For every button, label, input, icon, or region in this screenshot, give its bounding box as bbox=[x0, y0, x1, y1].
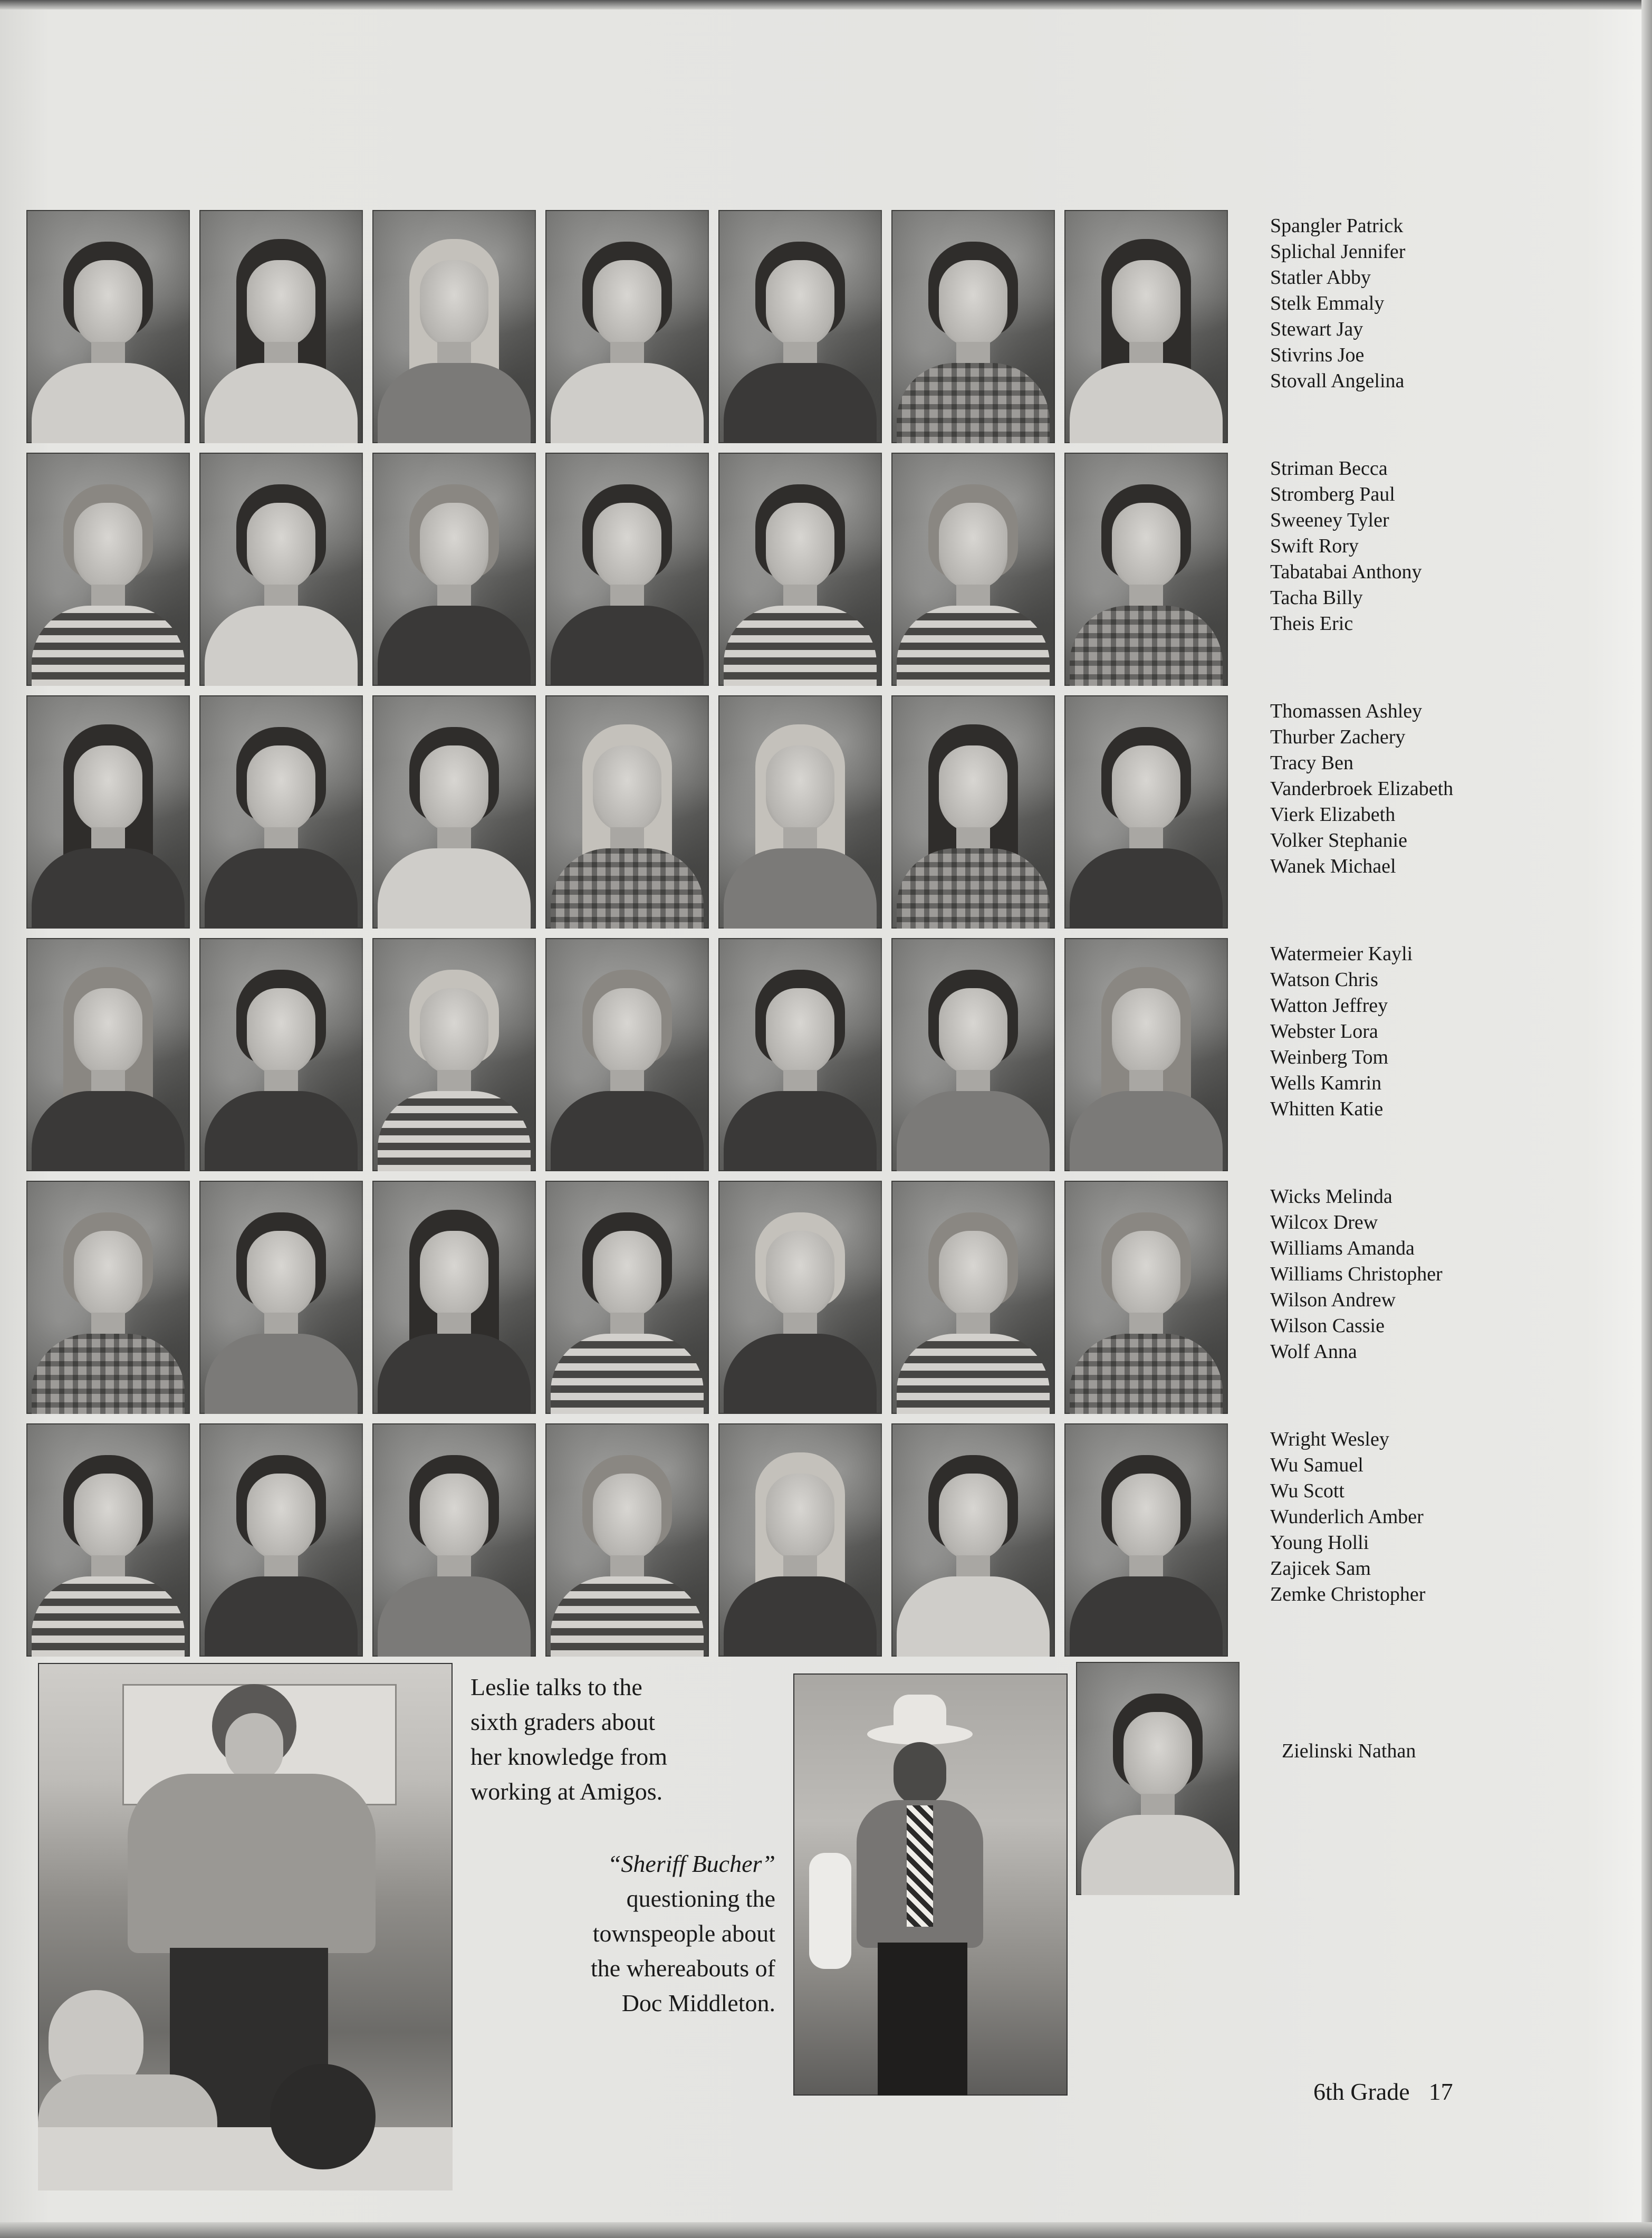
student-name: Zajicek Sam bbox=[1270, 1557, 1371, 1580]
student-name: Wilson Andrew bbox=[1270, 1289, 1396, 1311]
student-portrait bbox=[199, 1181, 363, 1414]
page-edge-top bbox=[0, 0, 1652, 9]
student-name: Vierk Elizabeth bbox=[1270, 804, 1396, 826]
student-portrait bbox=[545, 1423, 709, 1657]
student-name: Statler Abby bbox=[1270, 266, 1371, 289]
student-portrait bbox=[891, 938, 1055, 1171]
student-portrait bbox=[545, 938, 709, 1171]
student-name: Wunderlich Amber bbox=[1270, 1506, 1424, 1528]
student-name: Webster Lora bbox=[1270, 1020, 1378, 1043]
section-label: 6th Grade bbox=[1313, 2078, 1410, 2105]
student-portrait bbox=[718, 695, 882, 929]
student-portrait bbox=[1064, 1423, 1228, 1657]
name-list-row-6 bbox=[1270, 1427, 1425, 1608]
student-name: Tabatabai Anthony bbox=[1270, 561, 1422, 583]
name-list-row-4 bbox=[1270, 941, 1413, 1122]
student-portrait bbox=[26, 1181, 190, 1414]
student-portrait bbox=[545, 453, 709, 686]
name-list-row-2 bbox=[1270, 456, 1422, 637]
student-name: Wright Wesley bbox=[1270, 1428, 1389, 1450]
paper-figure bbox=[809, 1853, 851, 1969]
student-portrait bbox=[545, 695, 709, 929]
student-portrait bbox=[26, 210, 190, 443]
student-portrait bbox=[891, 695, 1055, 929]
caption-sheriff bbox=[570, 1847, 775, 2021]
student-portrait bbox=[199, 938, 363, 1171]
student-name: Young Holli bbox=[1270, 1532, 1369, 1554]
student-name: Wanek Michael bbox=[1270, 855, 1396, 877]
student-name: Stivrins Joe bbox=[1270, 344, 1365, 366]
page-edge-bottom bbox=[0, 2222, 1652, 2238]
portrait-row-1 bbox=[26, 210, 1228, 443]
student-portrait bbox=[372, 938, 536, 1171]
student-portrait bbox=[26, 453, 190, 686]
candid-photo-sheriff bbox=[793, 1673, 1068, 2096]
student-name: Stovall Angelina bbox=[1270, 370, 1405, 392]
student-portrait bbox=[1064, 1181, 1228, 1414]
student-portrait bbox=[199, 695, 363, 929]
student-portrait bbox=[26, 938, 190, 1171]
student-portrait bbox=[891, 210, 1055, 443]
student-portrait bbox=[372, 210, 536, 443]
student-name: Watermeier Kayli bbox=[1270, 943, 1413, 965]
student-name: Theis Eric bbox=[1270, 613, 1353, 635]
student-name: Spangler Patrick bbox=[1270, 215, 1404, 237]
student-name: Zielinski Nathan bbox=[1282, 1740, 1416, 1762]
sheriff-tie bbox=[907, 1805, 933, 1927]
caption-sheriff-text: questioning the townspeople about the whereabouts of Doc Middleton. bbox=[591, 1885, 775, 2016]
student-portrait bbox=[718, 1181, 882, 1414]
student-name: Williams Christopher bbox=[1270, 1263, 1443, 1285]
caption-sheriff-quote: “Sheriff Bucher” bbox=[607, 1850, 775, 1877]
student-name: Stelk Emmaly bbox=[1270, 292, 1385, 314]
student-portrait bbox=[1064, 695, 1228, 929]
desk bbox=[38, 2127, 453, 2191]
student-name: Wicks Melinda bbox=[1270, 1185, 1392, 1208]
student-portrait bbox=[718, 210, 882, 443]
student-name: Splichal Jennifer bbox=[1270, 241, 1406, 263]
sheriff-pants bbox=[878, 1943, 967, 2096]
student-portrait bbox=[718, 938, 882, 1171]
candid-photo-leslie bbox=[38, 1663, 453, 2191]
student-name: Tacha Billy bbox=[1270, 587, 1363, 609]
student-portrait bbox=[26, 1423, 190, 1657]
student-name: Wolf Anna bbox=[1270, 1341, 1357, 1363]
portrait-row-2 bbox=[26, 453, 1228, 686]
cowboy-hat-crown bbox=[894, 1695, 946, 1737]
student-portrait bbox=[199, 210, 363, 443]
student-name: Williams Amanda bbox=[1270, 1237, 1415, 1259]
student-name: Zemke Christopher bbox=[1270, 1583, 1426, 1605]
student-portrait bbox=[372, 1181, 536, 1414]
student-portrait bbox=[372, 453, 536, 686]
student-name: Stromberg Paul bbox=[1270, 483, 1395, 505]
student-portrait bbox=[199, 1423, 363, 1657]
student-portrait bbox=[718, 1423, 882, 1657]
student-portrait bbox=[372, 695, 536, 929]
student-name: Vanderbroek Elizabeth bbox=[1270, 778, 1454, 800]
portrait-row-5 bbox=[26, 1181, 1228, 1414]
student-portrait bbox=[1064, 453, 1228, 686]
student-head-dark bbox=[270, 2064, 376, 2169]
student-name: Wells Kamrin bbox=[1270, 1072, 1382, 1094]
student-portrait bbox=[891, 453, 1055, 686]
student-portrait bbox=[1064, 210, 1228, 443]
student-portrait bbox=[26, 695, 190, 929]
teacher-body bbox=[128, 1774, 376, 1953]
student-name: Wilson Cassie bbox=[1270, 1315, 1385, 1337]
student-portrait bbox=[891, 1181, 1055, 1414]
portrait-row-3 bbox=[26, 695, 1228, 929]
student-name: Thurber Zachery bbox=[1270, 726, 1406, 748]
student-name: Watson Chris bbox=[1270, 969, 1378, 991]
student-portrait bbox=[199, 453, 363, 686]
student-name: Striman Becca bbox=[1270, 457, 1388, 480]
name-list-row-3 bbox=[1270, 699, 1453, 879]
page-footer bbox=[1313, 2078, 1453, 2106]
student-name: Stewart Jay bbox=[1270, 318, 1363, 340]
student-portrait bbox=[891, 1423, 1055, 1657]
sheriff-face bbox=[894, 1742, 946, 1805]
student-portrait bbox=[1064, 938, 1228, 1171]
name-list-row-7 bbox=[1282, 1738, 1416, 1764]
student-portrait bbox=[545, 210, 709, 443]
student-name: Sweeney Tyler bbox=[1270, 509, 1389, 531]
student-portrait bbox=[545, 1181, 709, 1414]
student-portrait bbox=[1076, 1662, 1240, 1895]
name-list-row-1 bbox=[1270, 213, 1405, 394]
portrait-row-6 bbox=[26, 1423, 1228, 1657]
student-name: Volker Stephanie bbox=[1270, 829, 1407, 852]
page-edge-right bbox=[1641, 0, 1652, 2238]
student-name: Watton Jeffrey bbox=[1270, 994, 1388, 1017]
student-name: Weinberg Tom bbox=[1270, 1046, 1389, 1068]
student-name: Thomassen Ashley bbox=[1270, 700, 1423, 722]
student-name: Whitten Katie bbox=[1270, 1098, 1384, 1120]
portrait-row-4 bbox=[26, 938, 1228, 1171]
student-name: Wu Samuel bbox=[1270, 1454, 1363, 1476]
caption-leslie: Leslie talks to the sixth graders about her knowledge from working at Amigos. bbox=[470, 1673, 667, 1805]
name-list-row-5 bbox=[1270, 1184, 1443, 1365]
student-name: Wilcox Drew bbox=[1270, 1211, 1378, 1233]
page-number: 17 bbox=[1428, 2078, 1453, 2105]
student-portrait bbox=[718, 453, 882, 686]
student-portrait bbox=[372, 1423, 536, 1657]
student-name: Swift Rory bbox=[1270, 535, 1359, 557]
student-name: Wu Scott bbox=[1270, 1480, 1344, 1502]
student-name: Tracy Ben bbox=[1270, 752, 1353, 774]
teacher-face bbox=[225, 1713, 283, 1782]
